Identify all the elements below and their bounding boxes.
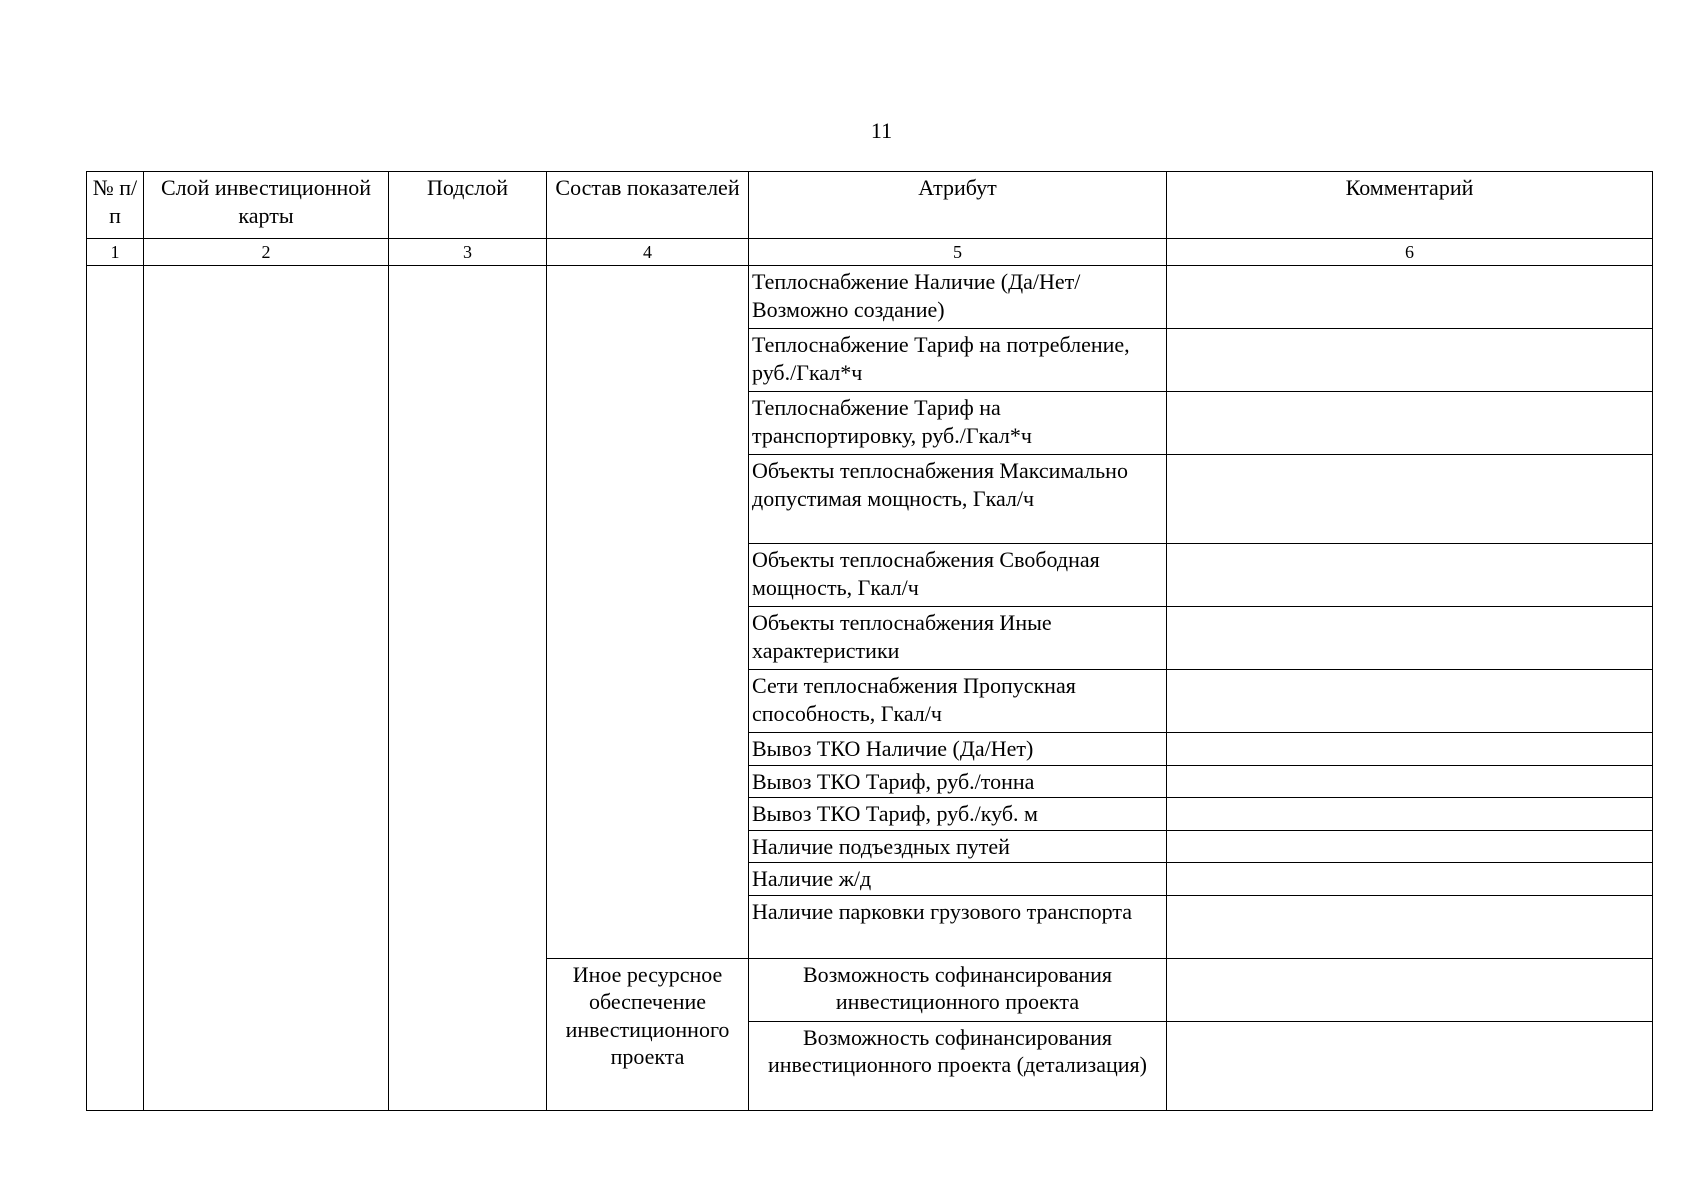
attribute-cell: Объекты теплоснабжения Максимально допустимая мощность, Гкал/ч — [749, 455, 1167, 544]
comment-cell — [1167, 958, 1653, 1021]
column-numbers-row — [87, 239, 1653, 266]
investment-map-table — [86, 171, 1653, 1111]
comment-cell — [1167, 266, 1653, 329]
column-number: 5 — [749, 239, 1167, 266]
column-number: 2 — [144, 239, 389, 266]
column-number: 4 — [547, 239, 749, 266]
column-number: 1 — [87, 239, 144, 266]
comment-cell — [1167, 863, 1653, 896]
attribute-cell: Объекты теплоснабжения Свободная мощность, Гкал/ч — [749, 544, 1167, 607]
comment-cell — [1167, 830, 1653, 863]
comment-cell — [1167, 392, 1653, 455]
attribute-cell: Возможность софинансирования инвестиционного проекта (детализация) — [749, 1021, 1167, 1110]
sublayer-cell — [389, 266, 547, 1111]
attribute-cell: Возможность софинансирования инвестиционного проекта — [749, 958, 1167, 1021]
attribute-cell: Вывоз ТКО Тариф, руб./тонна — [749, 765, 1167, 798]
attribute-cell: Сети теплоснабжения Пропускная способность, Гкал/ч — [749, 670, 1167, 733]
header-attribute: Атрибут — [749, 172, 1167, 239]
header-sublayer: Подслой — [389, 172, 547, 239]
header-layer: Слой инвестиционной карты — [144, 172, 389, 239]
comment-cell — [1167, 798, 1653, 831]
comment-cell — [1167, 1021, 1653, 1110]
attribute-cell: Наличие подъездных путей — [749, 830, 1167, 863]
header-number: № п/п — [87, 172, 144, 239]
header-comment: Комментарий — [1167, 172, 1653, 239]
comment-cell — [1167, 733, 1653, 766]
comment-cell — [1167, 765, 1653, 798]
column-number: 6 — [1167, 239, 1653, 266]
header-composition: Состав показателей — [547, 172, 749, 239]
attribute-cell: Теплоснабжение Тариф на транспортировку, руб./Гкал*ч — [749, 392, 1167, 455]
attribute-cell: Наличие ж/д — [749, 863, 1167, 896]
attribute-cell: Теплоснабжение Наличие (Да/Нет/Возможно создание) — [749, 266, 1167, 329]
page-number: 11 — [870, 118, 893, 143]
attribute-cell: Вывоз ТКО Наличие (Да/Нет) — [749, 733, 1167, 766]
comment-cell — [1167, 895, 1653, 958]
comment-cell — [1167, 670, 1653, 733]
attribute-cell: Объекты теплоснабжения Иные характеристики — [749, 607, 1167, 670]
header-row — [87, 172, 1653, 239]
comment-cell — [1167, 455, 1653, 544]
attribute-cell: Теплоснабжение Тариф на потребление, руб./Гкал*ч — [749, 329, 1167, 392]
comment-cell — [1167, 329, 1653, 392]
comment-cell — [1167, 544, 1653, 607]
attribute-cell: Наличие парковки грузового транспорта — [749, 895, 1167, 958]
column-number: 3 — [389, 239, 547, 266]
attribute-cell: Вывоз ТКО Тариф, руб./куб. м — [749, 798, 1167, 831]
composition-cell: Иное ресурсное обеспечение инвестиционного проекта — [547, 958, 749, 1110]
table-row — [87, 266, 1653, 329]
layer-cell — [144, 266, 389, 1111]
number-cell — [87, 266, 144, 1111]
comment-cell — [1167, 607, 1653, 670]
composition-cell — [547, 266, 749, 959]
